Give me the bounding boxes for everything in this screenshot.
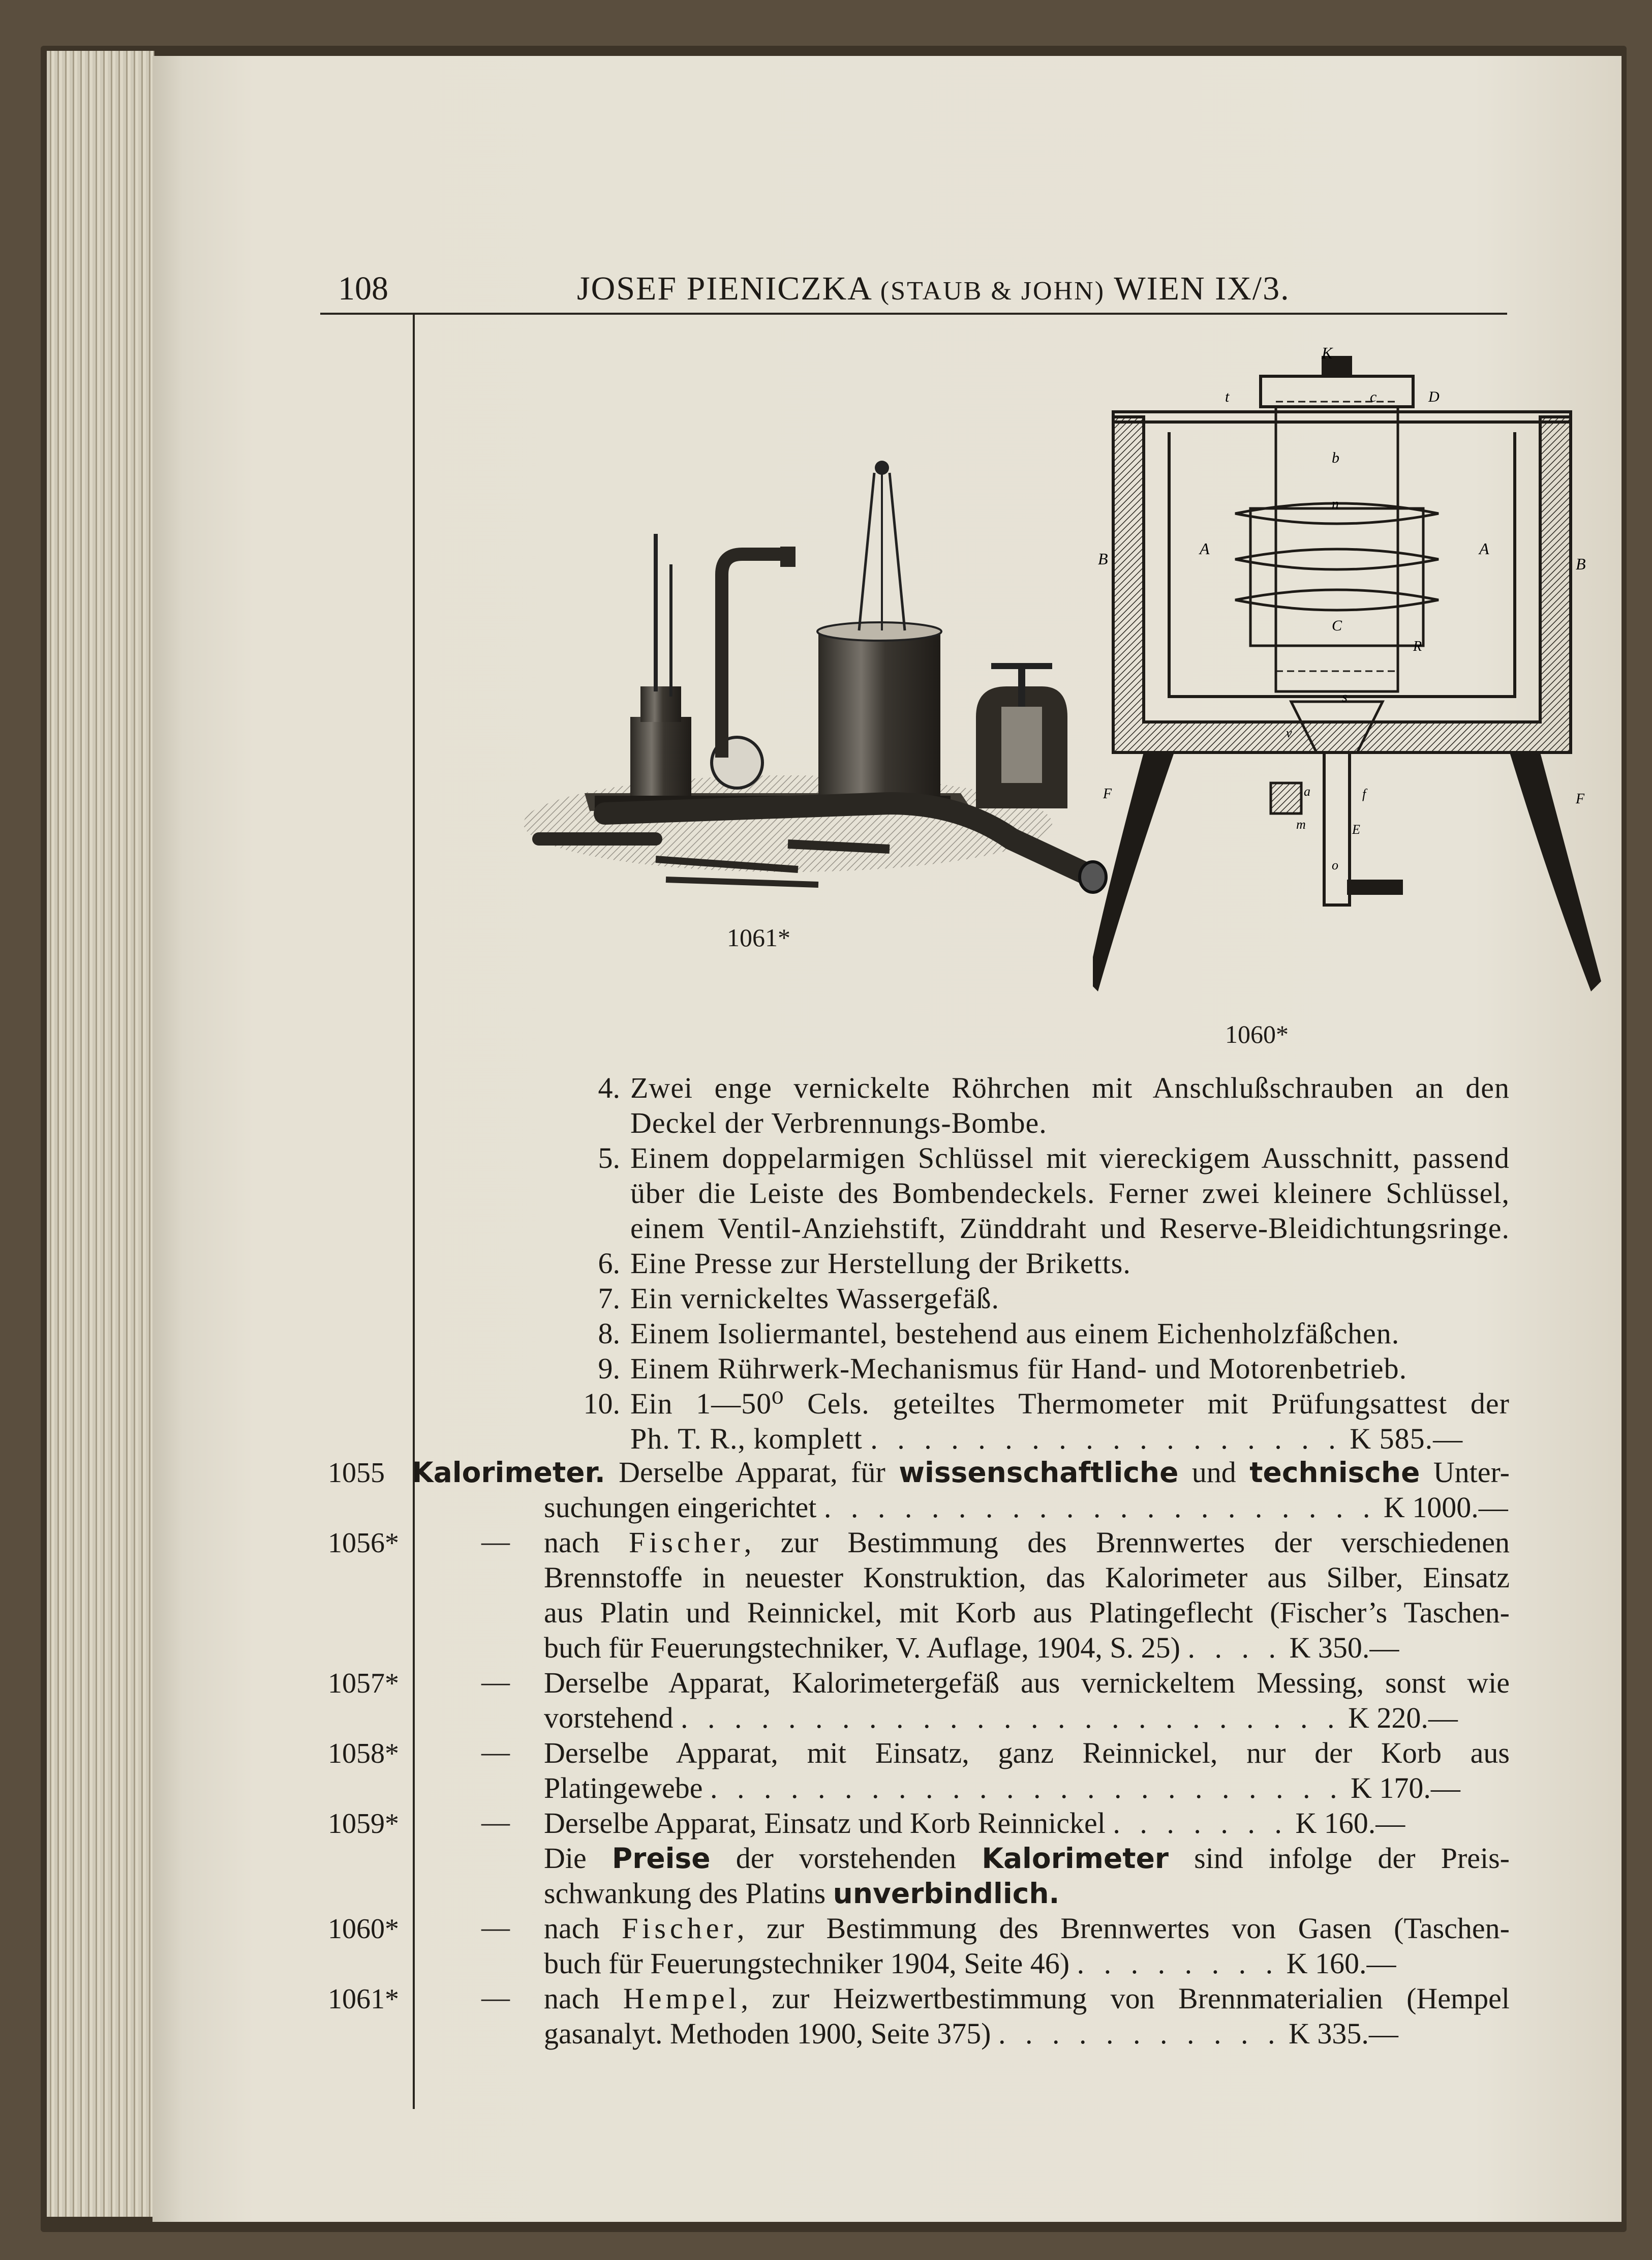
note-text: Die <box>544 1842 612 1875</box>
entry-number: 1061* <box>328 1983 399 2015</box>
entry-number: 1057* <box>328 1668 399 1699</box>
list-number: 6. <box>598 1247 620 1280</box>
entry-text: Derselbe Apparat, Einsatz und Korb Reinnickel <box>544 1806 1106 1840</box>
entry-1055-line2 <box>544 1490 1510 1524</box>
list-number: 8. <box>598 1317 620 1350</box>
diagram-label-B-right: B <box>1576 555 1586 573</box>
ditto-dash: — <box>481 1806 510 1838</box>
entry-number: 1056* <box>328 1527 399 1559</box>
entry-text: vorstehend <box>544 1701 674 1734</box>
diagram-label-o: o <box>1332 858 1338 872</box>
entry-1058-line1: Derselbe Apparat, mit Einsatz, ganz Reinnickel, nur der Korb aus <box>544 1736 1510 1769</box>
entry-text: nach <box>544 1526 629 1559</box>
price: K 1000.— <box>1383 1491 1508 1524</box>
diagram-label-A-left: A <box>1200 539 1210 558</box>
list-text: Einem doppelarmigen Schlüssel mit viereckigem Ausschnitt, passend <box>630 1141 1510 1174</box>
entry-1056-line2: Brennstoffe in neuester Konstruktion, das Kalorimeter aus Silber, Einsatz <box>544 1561 1510 1594</box>
entry-1060-line2 <box>544 1946 1510 1980</box>
price: K 220.— <box>1348 1701 1458 1734</box>
list-number: 9. <box>598 1352 620 1385</box>
note-text: der vorstehenden <box>710 1842 982 1875</box>
entry-text: gasanalyt. Methoden 1900, Seite 375) <box>544 2017 991 2050</box>
diagram-label-B-left: B <box>1098 550 1108 568</box>
item-text: Ph. T. R., komplett <box>630 1422 863 1455</box>
entry-number: 1058* <box>328 1738 399 1769</box>
figure-1061-caption: 1061* <box>727 923 790 952</box>
entry-number: 1060* <box>328 1913 399 1945</box>
price: K 170.— <box>1350 1771 1460 1804</box>
list-text: einem Ventil-Anziehstift, Zünddraht und Reserve-Bleidichtungsringe. <box>630 1212 1510 1245</box>
price: K 335.— <box>1289 2017 1398 2050</box>
diagram-label-C: C <box>1332 617 1342 634</box>
entry-text: , zur Bestimmung des Brennwertes von Gasen (Taschen- <box>737 1912 1510 1945</box>
leader-dots: . . . . . . . . . . . . . . . . . . <box>870 1422 1342 1455</box>
list-text: Eine Presse zur Herstellung der Briketts. <box>630 1247 1131 1280</box>
diagram-label-n: n <box>1332 496 1339 512</box>
list-number: 7. <box>598 1282 620 1315</box>
diagram-label-c: c <box>1370 388 1377 405</box>
diagram-label-R: R <box>1413 639 1422 654</box>
publisher-name: JOSEF PIENICZKA <box>577 270 871 307</box>
entry-text: Unter- <box>1420 1456 1510 1489</box>
list-number: 10. <box>583 1387 620 1420</box>
leader-dots: . . . . <box>1187 1631 1282 1664</box>
entry-number: 1055 <box>328 1457 385 1489</box>
figure-1060-caption: 1060* <box>1225 1020 1289 1048</box>
diagram-label-v: v <box>1286 726 1292 740</box>
ditto-dash: — <box>481 1736 510 1768</box>
entry-text: Derselbe Apparat, für <box>605 1456 899 1489</box>
entry-1057-line2 <box>544 1701 1510 1735</box>
diagram-label-A-right: A <box>1479 539 1489 558</box>
entry-text: buch für Feuerungstechniker 1904, Seite 46) <box>544 1947 1070 1980</box>
price: K 160.— <box>1286 1947 1396 1980</box>
entry-1056-line1 <box>544 1525 1510 1559</box>
note-emphasis: unverbindlich. <box>833 1877 1060 1910</box>
leader-dots: . . . . . . . . . . . . . . . . . . . . . <box>823 1491 1376 1524</box>
entry-text: buch für Feuerungstechniker, V. Auflage, 1904, S. 25) <box>544 1631 1180 1664</box>
ditto-dash: — <box>481 1912 510 1943</box>
author-name: Fischer <box>622 1912 737 1945</box>
diagram-label-t: t <box>1225 388 1230 405</box>
diagram-label-F-left: F <box>1103 786 1112 802</box>
list-text: Ein 1—50⁰ Cels. geteiltes Thermometer mit Prüfungsattest der <box>630 1387 1510 1420</box>
entry-1058-line2 <box>544 1771 1510 1805</box>
leader-dots: . . . . . . . . . . . <box>998 2017 1281 2050</box>
entry-text: und <box>1178 1456 1250 1489</box>
diagram-label-f: f <box>1362 787 1366 801</box>
price: K 585.— <box>1350 1422 1463 1455</box>
price: K 160.— <box>1295 1806 1405 1840</box>
entry-number: 1059* <box>328 1808 399 1840</box>
list-text: Ein vernickeltes Wassergefäß. <box>630 1282 999 1315</box>
note-emphasis: Preise <box>611 1842 711 1875</box>
entry-text: suchungen eingerichtet <box>544 1491 817 1524</box>
entry-text: nach <box>544 1982 623 2015</box>
page <box>152 56 1622 2222</box>
entry-text: Platingewebe <box>544 1771 703 1804</box>
ditto-dash: — <box>481 1666 510 1698</box>
entry-text: , zur Bestimmung des Brennwertes der verschiedenen <box>744 1526 1510 1559</box>
list-text: Einem Rührwerk-Mechanismus für Hand- und Motorenbetrieb. <box>630 1352 1408 1385</box>
entry-emphasis: technische <box>1249 1456 1420 1489</box>
ditto-dash: — <box>481 1526 510 1557</box>
leader-dots: . . . . . . . . <box>1077 1947 1279 1980</box>
publisher-partners: (STAUB & JOHN) <box>880 277 1106 306</box>
diagram-label-E: E <box>1352 822 1360 837</box>
author-name: Fischer <box>629 1526 744 1559</box>
entry-text: nach <box>544 1912 622 1945</box>
entry-1060-line1 <box>544 1911 1510 1945</box>
entry-emphasis: wissenschaftliche <box>899 1456 1179 1489</box>
entry-1059-line1 <box>544 1806 1510 1840</box>
page-number: 108 <box>338 270 388 307</box>
price-note-line1 <box>544 1841 1510 1875</box>
diagram-label-a: a <box>1304 784 1310 799</box>
author-name: Hempel <box>623 1982 741 2015</box>
entry-1057-line1: Derselbe Apparat, Kalorimetergefäß aus vernickeltem Messing, sonst wie <box>544 1666 1510 1699</box>
diagram-label-D: D <box>1428 388 1440 405</box>
price: K 350.— <box>1289 1631 1399 1664</box>
list-text: Deckel der Verbrennungs-Bombe. <box>630 1106 1047 1139</box>
publisher-city: WIEN IX/3. <box>1114 270 1290 307</box>
list-text: Einem Isoliermantel, bestehend aus einem Eichenholzfäßchen. <box>630 1317 1400 1350</box>
entry-title: Kalorimeter. <box>412 1456 605 1489</box>
note-text: schwankung des Platins <box>544 1877 833 1910</box>
entry-1056-line4 <box>544 1631 1510 1665</box>
entry-1055-line <box>412 1455 1510 1489</box>
note-emphasis: Kalorimeter <box>982 1842 1169 1875</box>
ditto-dash: — <box>481 1982 510 2013</box>
diagram-label-K: K <box>1322 346 1333 362</box>
entry-1061-line2 <box>544 2016 1510 2051</box>
list-number: 4. <box>598 1071 620 1104</box>
diagram-label-b: b <box>1332 449 1339 466</box>
entry-text: , zur Heizwertbestimmung von Brennmaterialien (Hempel <box>741 1982 1510 2015</box>
diagram-label-F-right: F <box>1576 791 1585 807</box>
list-text <box>630 1421 1510 1456</box>
page-edges <box>47 51 155 2217</box>
list-text: über die Leiste des Bombendeckels. Ferner zwei kleinere Schlüssel, <box>630 1177 1510 1210</box>
leader-dots: . . . . . . . . . . . . . . . . . . . . . . . . <box>710 1771 1343 1804</box>
leader-dots: . . . . . . . <box>1113 1806 1288 1840</box>
list-number: 5. <box>598 1141 620 1174</box>
diagram-label-s: s <box>1342 689 1348 705</box>
entry-1056-line3: aus Platin und Reinnickel, mit Korb aus Platingeflecht (Fischer’s Taschen- <box>544 1596 1510 1629</box>
list-text: Zwei enge vernickelte Röhrchen mit Anschlußschrauben an den <box>630 1071 1510 1104</box>
note-text: sind infolge der Preis- <box>1169 1842 1510 1875</box>
diagram-label-m: m <box>1296 817 1306 832</box>
leader-dots: . . . . . . . . . . . . . . . . . . . . . . . . . <box>681 1701 1341 1734</box>
entry-1061-line1 <box>544 1981 1510 2015</box>
price-note-line2 <box>544 1876 1510 1910</box>
